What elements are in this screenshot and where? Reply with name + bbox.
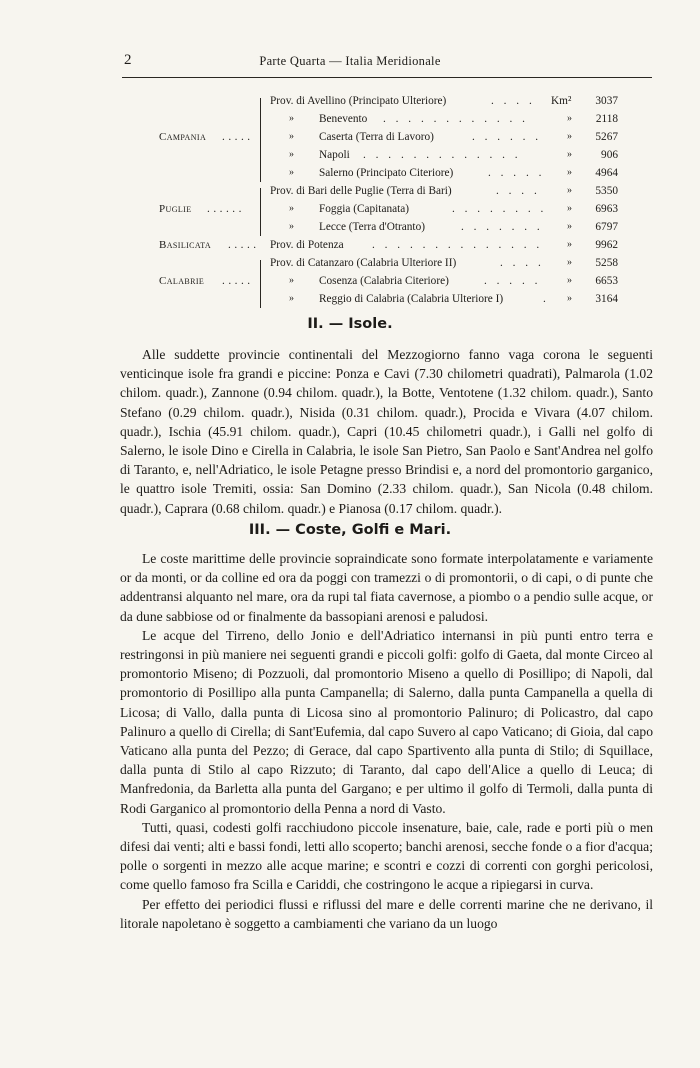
paragraph: Alle suddette provincie continentali del Mezzogiorno fanno vaga corona le seguenti venticinque isole fra grandi e piccine: Ponza e Cavi (7.30 chilometri quadrati), Palmarola (1.02 chilom. quadr.), Zannone (0.94 chilom. quadr.), la Botte, Ventotene (1.32 chilom. quadr.), Santo Stefano (0.29 chilom. quadr.), Nisida (0.31 chilom. quadr.), Procida e Vivara (4.07 chilom. quadr.), Ischia (45.91 chilom. quadr.), Capri (10.45 chilometri quadr.), i Galli nel golfo di Salerno, le isole Dino e Cirella in Calabria, le isole San Pietro, San Paolo e Sant'Andrea nel golfo di Taranto, e, nell'Adriatico, le isole Petagne presso Brindisi e, a nord del promontorio garganico, le quattro isole Tremiti, ossia: San Domino (2.33 chilom. quadr.), San Nicola (0.48 chilom. quadr.), Caprara (0.68 chilom. quadr.) e Pianosa (0.17 chilom. quadr.). (120, 347, 653, 516)
ditto-mark: » (289, 203, 294, 214)
province-name: Caserta (Terra di Lavoro) (319, 131, 434, 143)
area-value: 5350 (595, 185, 618, 197)
unit-label: » (567, 257, 572, 268)
ditto-mark: » (289, 293, 294, 304)
table-row (0, 254, 700, 272)
region-leader: ..... (222, 131, 254, 143)
area-value: 2118 (595, 113, 618, 125)
region-leader: ..... (228, 239, 260, 251)
paragraph: Per effetto dei periodici flussi e riflussi del mare e delle correnti marine che ne derivano, il litorale napoletano è soggetto a cambiamenti che variano da un luogo (120, 896, 653, 931)
table-row (0, 182, 700, 200)
unit-label: » (567, 131, 572, 142)
leader-dots: . . . . . . . . . . . . (383, 113, 529, 125)
table-row (0, 110, 700, 128)
area-value: 6653 (595, 275, 618, 287)
leader-dots: . . . . (500, 257, 545, 269)
paragraph: Le acque del Tirreno, dello Jonio e dell'Adriatico internansi in più punti entro terra e restringonsi in più maniere nei seguenti grandi e piccoli golfi: golfo di Gaeta, dal monte Circeo al promontorio Miseno; di Pozzuoli, dal promontorio Miseno a quello di Posillipo; di Napoli, dal promontorio di Posillipo alla punta Campanella; di Salerno, dalla punta Campanella a quella di Licosa; di Vallo, dalla punta di Licosa sino al promontorio Palinuro; di Policastro, dal capo Palinuro a quello di Cirella; di Sant'Eufemia, dal capo Suvero al capo Vaticano; di Gioia, dal capo Vaticano alla punta del Pezzo; di Gerace, dal capo Spartivento alla punta di Stilo; di Squillace, dalla punta di Stilo al capo Rizzuto; di Taranto, dal capo dell'Alice a quello di Leuca; di Manfredonia, da Barletta alla punta del Gargano; e per ultimo il golfo di Termoli, dalla punta di Rodi Garganico al promontorio della Penna a nord di Vasto. (120, 627, 653, 816)
ditto-mark: » (289, 167, 294, 178)
running-title: Parte Quarta — Italia Meridionale (259, 54, 441, 68)
province-name: Lecce (Terra d'Otranto) (319, 221, 425, 233)
region-campania: Campania (159, 131, 207, 143)
region-leader: ..... (222, 275, 254, 287)
table-row (0, 200, 700, 218)
ditto-mark: » (289, 113, 294, 124)
section-title-coste: III. — Coste, Golfi e Mari. (248, 522, 452, 538)
leader-dots: . . . . . . . . . . . . . . (372, 239, 543, 251)
province-name: Cosenza (Calabria Citeriore) (319, 275, 449, 287)
unit-label: » (567, 185, 572, 196)
leader-dots: . (543, 293, 550, 305)
province-name: Salerno (Principato Citeriore) (319, 167, 454, 179)
province-name: Napoli (319, 149, 350, 161)
province-name: Prov. di Catanzaro (Calabria Ulteriore II) (270, 257, 457, 269)
table-row (0, 290, 700, 308)
leader-dots: . . . . . (484, 275, 541, 287)
region-calabrie: Calabrie (159, 275, 205, 287)
province-name: Prov. di Potenza (270, 239, 344, 251)
area-value: 9962 (595, 239, 618, 251)
province-name: Foggia (Capitanata) (319, 203, 410, 215)
ditto-mark: » (289, 221, 294, 232)
unit-label: » (567, 167, 572, 178)
paragraph: Tutti, quasi, codesti golfi racchiudono piccole insenature, baie, cale, rade e porti più o men difesi dai venti; alti e bassi fondi, letti allo scoperto; banchi arenosi, secche fonde o a fior d'acqua; polle o sorgenti in mezzo alle acque marine; e scontri e cozzi di correnti con gorghi pericolosi, come quello famoso fra Scilla e Cariddi, che costringono le acque a ripiegarsi in curva. (120, 819, 653, 893)
section-title-isole: II. — Isole. (307, 316, 393, 332)
table-row (0, 92, 700, 110)
province-name: Reggio di Calabria (Calabria Ulteriore I) (319, 293, 504, 305)
unit-label: » (567, 203, 572, 214)
table-row (0, 236, 700, 254)
area-value: 4964 (595, 167, 618, 179)
header-rule (122, 77, 652, 78)
area-value: 3164 (595, 293, 618, 305)
province-name: Prov. di Bari delle Puglie (Terra di Bari) (270, 185, 452, 197)
unit-label: » (567, 149, 572, 160)
region-leader: ...... (207, 203, 245, 215)
area-value: 6797 (595, 221, 618, 233)
region-basilicata: Basilicata (159, 239, 212, 251)
paragraph-coste (120, 549, 653, 933)
ditto-mark: » (289, 131, 294, 142)
paragraph: Le coste marittime delle provincie sopraindicate sono formate interpolatamente e variamente or da monti, or da colline ed ora da poggi con tramezzi o di promontorii, o di capi, o di punte che addentransi alquanto nel mare, ora da rupi tal fiata cavernose, a piombo o a pendio sulle acque, or da dune sabbiose od or finalmente da bassopiani arenosi e paludosi. (120, 551, 653, 624)
area-value: 5267 (595, 131, 618, 143)
table-row (0, 272, 700, 290)
unit-label: Km² (551, 95, 572, 107)
leader-dots: . . . . . . . (461, 221, 544, 233)
area-value: 906 (601, 149, 618, 161)
unit-label: » (567, 221, 572, 232)
unit-label: » (567, 275, 572, 286)
unit-label: » (567, 113, 572, 124)
province-name: Prov. di Avellino (Principato Ulteriore) (270, 95, 447, 107)
leader-dots: . . . . . . . . (452, 203, 547, 215)
province-name: Benevento (319, 113, 368, 125)
leader-dots: . . . . . (488, 167, 545, 179)
leader-dots: . . . . (491, 95, 536, 107)
leader-dots: . . . . . . . . . . . . . (363, 149, 522, 161)
table-row (0, 128, 700, 146)
page-number: 2 (124, 52, 132, 68)
leader-dots: . . . . (496, 185, 541, 197)
unit-label: » (567, 293, 572, 304)
ditto-mark: » (289, 275, 294, 286)
leader-dots: . . . . . . (472, 131, 542, 143)
table-row (0, 164, 700, 182)
table-row (0, 146, 700, 164)
ditto-mark: » (289, 149, 294, 160)
area-value: 3037 (595, 95, 618, 107)
paragraph-isole (120, 345, 653, 518)
area-value: 6963 (595, 203, 618, 215)
region-puglie: Puglie (159, 203, 192, 215)
table-row (0, 218, 700, 236)
unit-label: » (567, 239, 572, 250)
area-value: 5258 (595, 257, 618, 269)
